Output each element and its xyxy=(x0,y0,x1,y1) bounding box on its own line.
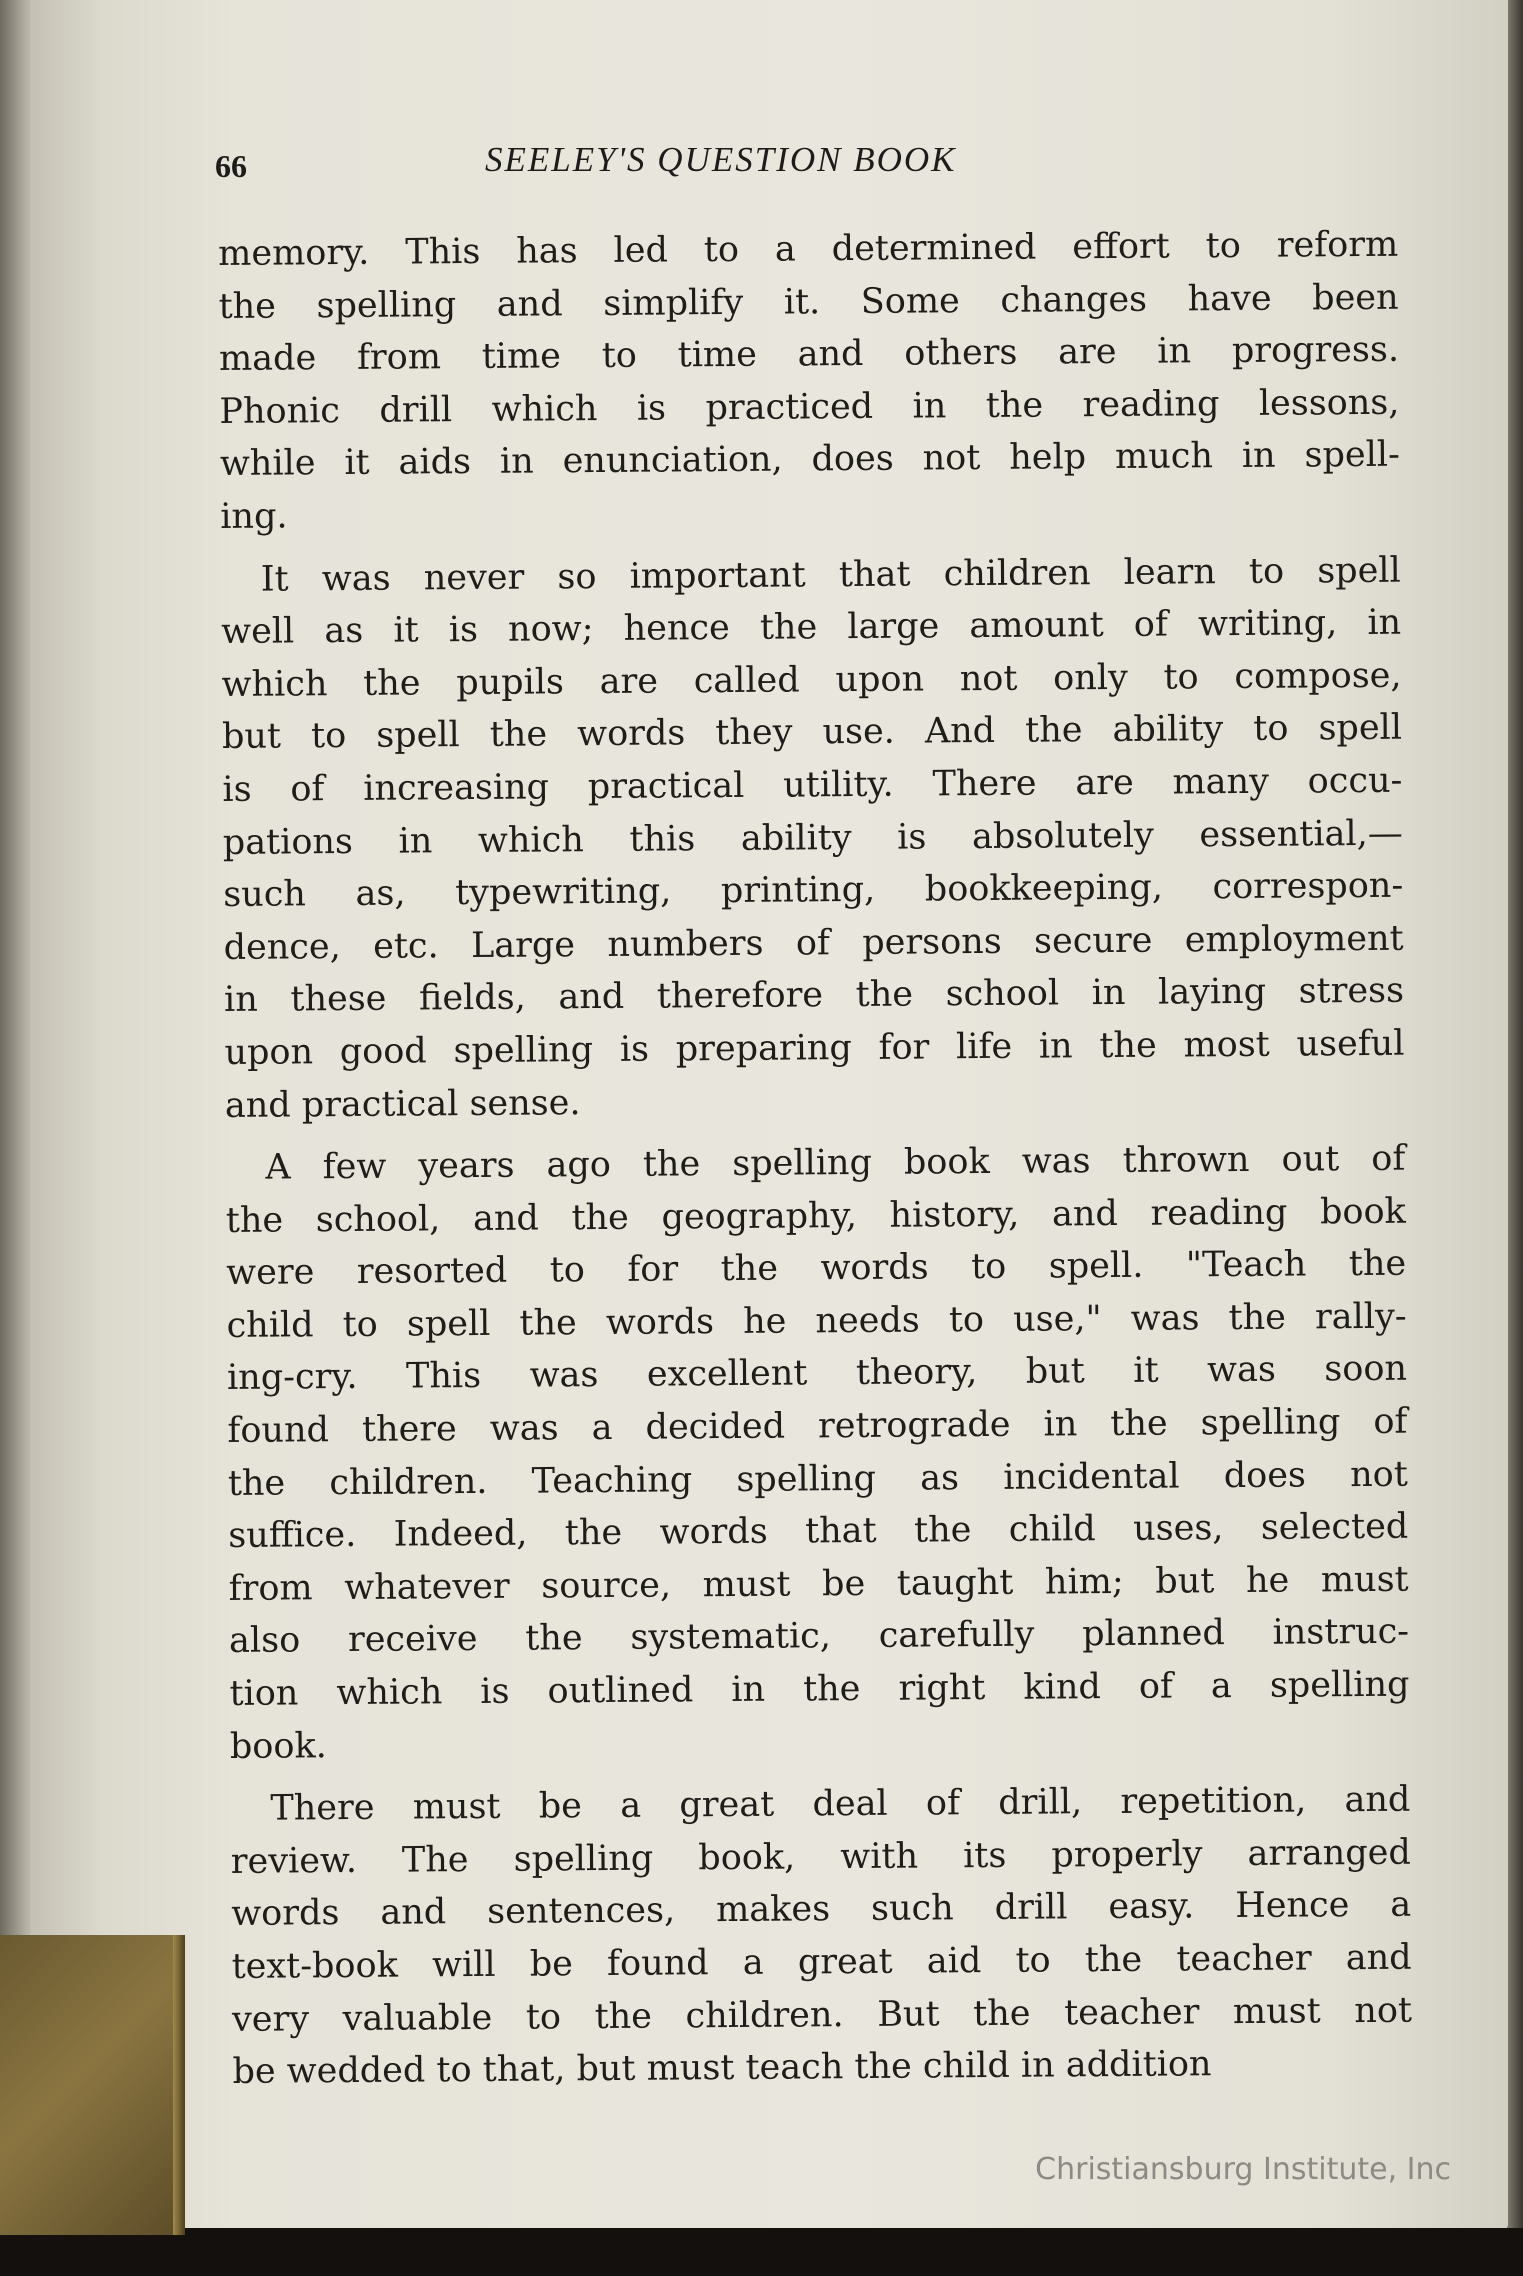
text-line: found there was a decided retrograde in the spelling of xyxy=(227,1401,1408,1452)
text-line: from whatever source, must be taught him; but he must xyxy=(228,1559,1409,1609)
text-line: dence, etc. Large numbers of persons secure employment xyxy=(223,918,1404,968)
running-title: SEELEY'S QUESTION BOOK xyxy=(485,140,957,179)
text-line: A few years ago the spelling book was thrown out of xyxy=(265,1138,1406,1188)
text-line: in these fields, and therefore the school in laying stress xyxy=(223,971,1405,1021)
text-line: were resorted to for the words to spell. "Teach the xyxy=(226,1243,1407,1294)
text-line: such as, typewriting, printing, bookkeeping, correspon- xyxy=(223,865,1404,916)
text-line: but to spell the words they use. And the ability to spell xyxy=(221,708,1403,758)
text-line: child to spell the words he needs to use," was the rally- xyxy=(226,1296,1407,1346)
paragraph xyxy=(230,1774,1412,2099)
text-line: be wedded to that, but must teach the child in addition xyxy=(232,2044,1212,2093)
text-line: and practical sense. xyxy=(224,1082,581,1126)
text-line: suffice. Indeed, the words that the child uses, selected xyxy=(228,1506,1409,1557)
paragraph xyxy=(218,219,1400,544)
paragraph xyxy=(221,544,1406,1132)
text-line: pations in which this ability is absolutely essential,— xyxy=(222,813,1403,863)
text-line: which the pupils are called upon not only to compose, xyxy=(221,655,1402,705)
text-line: the school, and the geography, history, and reading book xyxy=(225,1191,1406,1241)
text-line: also receive the systematic, carefully planned instruc- xyxy=(228,1612,1410,1662)
text-line: well as it is now; hence the large amount of writing, in xyxy=(221,602,1402,653)
text-line: book. xyxy=(229,1725,327,1767)
text-line: very valuable to the children. But the teacher must not xyxy=(231,1990,1413,2040)
book-cover-corner xyxy=(0,1935,185,2235)
text-line: the children. Teaching spelling as incidental does not xyxy=(227,1454,1408,1504)
text-line: Phonic drill which is practiced in the reading lessons, xyxy=(219,382,1400,432)
text-line: tion which is outlined in the right kind of a spelling xyxy=(229,1664,1410,1714)
text-line: made from time to time and others are in progress. xyxy=(218,329,1400,380)
text-line: ing. xyxy=(220,496,288,537)
watermark: Christiansburg Institute, Inc xyxy=(1035,2152,1451,2187)
text-line: It was never so important that children learn to spell xyxy=(260,550,1401,600)
text-line: There must be a great deal of drill, repetition, and xyxy=(270,1779,1411,1829)
text-line: the spelling and simplify it. Some changes have been xyxy=(218,277,1399,327)
page-number: 66 xyxy=(215,148,247,184)
body-text xyxy=(218,219,1413,2109)
background-shadow xyxy=(0,2228,1523,2276)
text-line: text-book will be found a great aid to the teacher and xyxy=(231,1937,1412,1987)
text-line: words and sentences, makes such drill easy. Hence a xyxy=(231,1885,1412,1935)
text-line: while it aids in enunciation, does not help much in spell- xyxy=(219,435,1400,485)
text-line: ing-cry. This was excellent theory, but it was soon xyxy=(226,1349,1408,1399)
text-line: memory. This has led to a determined effort to reform xyxy=(218,224,1399,274)
text-line: review. The spelling book, with its properly arranged xyxy=(230,1832,1411,1882)
text-line: upon good spelling is preparing for life in the most useful xyxy=(224,1023,1405,1073)
text-line: is of increasing practical utility. There are many occu- xyxy=(222,760,1403,810)
paragraph xyxy=(225,1133,1410,1773)
page-header xyxy=(215,140,1145,200)
